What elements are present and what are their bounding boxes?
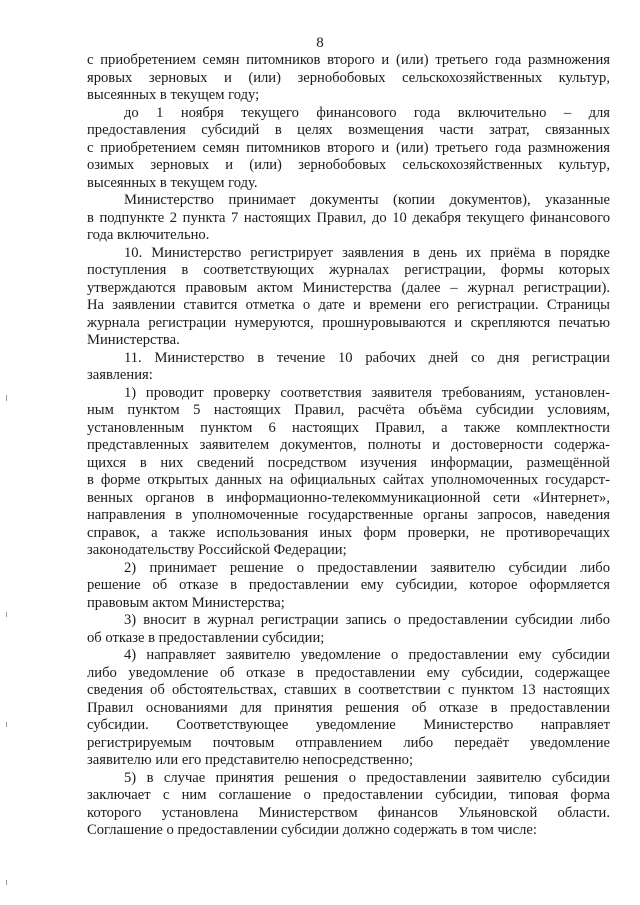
text-line: венных органов в информационно-телекоммуникационной сети «Интернет», [87,489,610,506]
page-number: 8 [316,35,324,51]
text-line: предоставления субсидий в целях возмещения части затрат, связанных [87,122,610,138]
text-line: которого установлена Министерством финансов Ульяновской области. [87,804,610,821]
text-line: заявителю или его представителю непосредственно; [87,752,414,768]
text-line: 10. Министерство регистрирует заявления в день их приёма в порядке [124,244,610,261]
text-line: года включительно. [87,227,210,243]
text-line: в форме открытых данных на официальных сайтах уполномоченных государст- [87,472,610,488]
text-line: Министерства. [87,332,180,348]
text-line: в подпункте 2 пункта 7 настоящих Правил, до 10 декабря текущего финансового [87,209,610,226]
text-line: правовым актом Министерства; [87,594,285,611]
text-line: На заявлении ставится отметка о дате и времени его регистрации. Страницы [87,297,610,313]
text-line: заключает с ним соглашение о предоставлении субсидии, типовая форма [87,787,610,803]
text-line: либо уведомление об отказе в предоставлении ему субсидии, содержащее [87,664,610,681]
text-line: поступления в соответствующих журналах регистрации, формы которых [87,262,610,278]
text-line: озимых зерновых и (или) зернобобовых сельскохозяйственных культур, [87,157,610,173]
text-line: утверждаются правовым актом Министерства (далее – журнал регистрации). [87,279,610,296]
text-line: 3) вносит в журнал регистрации запись о предоставлении субсидии либо [124,612,610,628]
text-line: с приобретением семян питомников второго и (или) третьего года размножения [87,139,610,156]
text-line: решение об отказе в предоставлении ему субсидии, которое оформляется [87,577,610,593]
text-line: с приобретением семян питомников второго и (или) третьего года размножения [87,52,610,68]
text-line: 4) направляет заявителю уведомление о предоставлении ему субсидии [124,647,610,663]
text-line: законодательству Российской Федерации; [87,542,347,558]
text-line: 2) принимает решение о предоставлении заявителю субсидии либо [124,559,610,576]
text-line: направления в уполномоченные государственные органы запросов, наведения [87,507,610,523]
document-body [87,52,610,840]
text-line: 5) в случае принятия решения о предоставлении заявителю субсидии [124,769,610,786]
text-line: 11. Министерство в течение 10 рабочих дней со дня регистрации [124,349,610,366]
text-line: высеянных в текущем году; [87,87,260,103]
text-line: справок, а также использования иных форм проверки, не противоречащих [87,524,610,541]
scan-mark [6,395,7,401]
text-line: установленным пунктом 6 настоящих Правил, а также комплектности [87,419,610,436]
scan-mark [6,612,7,617]
text-line: субсидии. Соответствующее уведомление Министерство направляет [87,717,610,733]
text-line: до 1 ноября текущего финансового года включительно – для [124,104,610,121]
text-line: Соглашение о предоставлении субсидии должно содержать в том числе: [87,822,537,838]
text-line: ным пунктом 5 настоящих Правил, расчёта объёма субсидии условиям, [87,402,610,418]
text-line: щихся в них сведений посредством изучения информации, размещённой [87,454,610,471]
scan-mark [6,880,7,885]
text-line: яровых зерновых и (или) зернобобовых сельскохозяйственных культур, [87,69,610,86]
scan-mark [6,722,7,727]
text-line: высеянных в текущем году. [87,174,258,191]
text-line: об отказе в предоставлении субсидии; [87,629,325,646]
text-line: регистрируемым почтовым отправлением либо передаёт уведомление [87,734,610,751]
text-line: сведения об обстоятельствах, ставших в соответствии с пунктом 13 настоящих [87,682,610,698]
text-line: 1) проводит проверку соответствия заявителя требованиям, установлен- [124,384,610,401]
text-line: Правил основаниями для принятия решения об отказе в предоставлении [87,699,610,716]
text-line: представленных заявителем документов, полноты и достоверности содержа- [87,437,610,453]
text-line: заявления: [87,367,153,383]
text-line: Министерство принимает документы (копии документов), указанные [124,192,610,208]
text-line: журнала регистрации нумеруются, прошнуровываются и скрепляются печатью [87,314,610,331]
